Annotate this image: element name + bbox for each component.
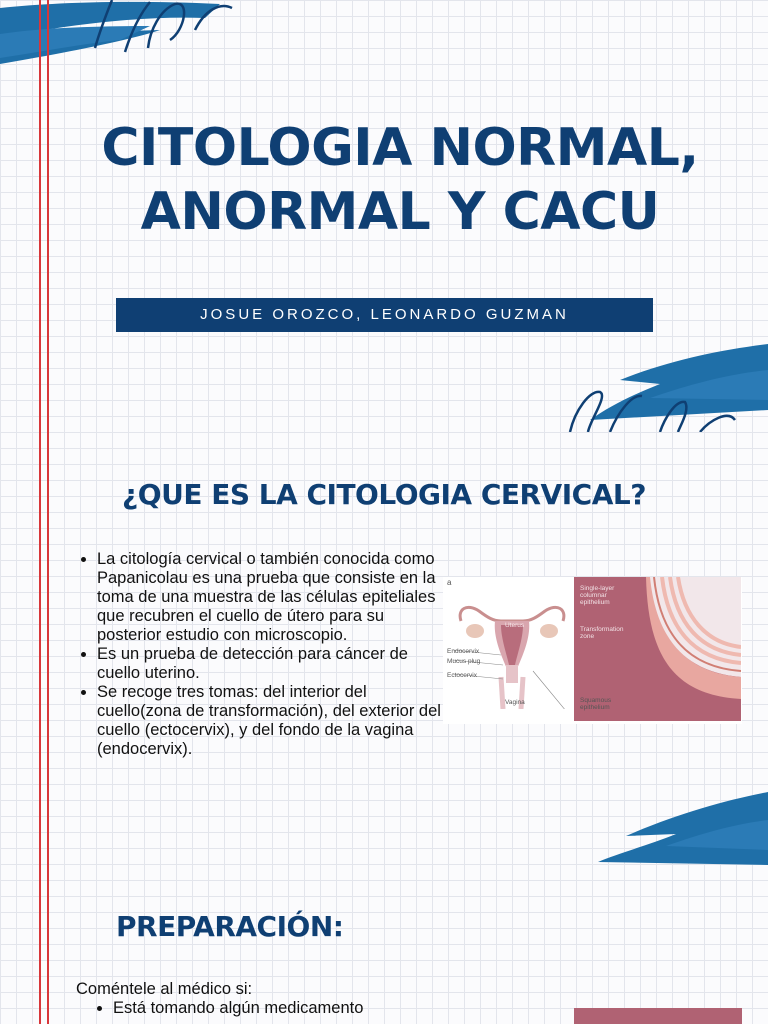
authors-banner: JOSUE OROZCO, LEONARDO GUZMAN — [116, 298, 653, 332]
figure-panel-letter: a — [447, 578, 452, 587]
vagina-label: Vagina — [505, 699, 525, 706]
epithelium-detail-panel — [574, 577, 741, 721]
definition-bullet-list — [76, 550, 447, 759]
definition-slide — [0, 440, 768, 865]
list-item: • Está tomando algún medicamento — [113, 999, 453, 1018]
brush-stroke-bottom-right — [596, 790, 768, 865]
notebook-margin-lines — [39, 0, 51, 1024]
preparation-lead: Coméntele al médico si: — [76, 980, 253, 998]
endocervix-label: Endocervix — [447, 648, 480, 655]
mucus-plug-label: Mucus plug — [447, 658, 481, 665]
title-slide — [0, 0, 768, 432]
cervix-anatomy-figure-2 — [574, 1008, 742, 1024]
preparation-heading: PREPARACIÓN: — [116, 910, 344, 943]
list-item: • La citología cervical o también conocida como Papanicolau es una prueba que consiste en la toma de una muestra de las células epiteliales que recubren el cuello de útero para su posterior estudio con microscopio. — [97, 550, 447, 645]
title-line-2: ANORMAL Y CACU — [140, 182, 660, 242]
brush-stroke-top-left — [0, 0, 240, 80]
cervix-anatomy-figure — [443, 577, 742, 724]
ectocervix-label: Ectocervix — [447, 672, 477, 679]
list-item: • Se recoge tres tomas: del interior del cuello(zona de transformación), del exterior del cuello (ectocervix), y del fondo de la vagina (endocervix). — [97, 683, 447, 759]
squamous-label: Squamous epithelium — [580, 697, 612, 711]
transformation-zone-label: Transformation zone — [580, 626, 624, 640]
presentation-title — [50, 116, 750, 244]
preparation-bullet-list — [92, 999, 453, 1018]
definition-heading: ¿QUE ES LA CITOLOGIA CERVICAL? — [122, 478, 646, 511]
list-item: • Es un prueba de detección para cáncer de cuello uterino. — [97, 645, 447, 683]
title-line-1: CITOLOGIA NORMAL, — [101, 118, 699, 178]
brush-stroke-right — [560, 340, 768, 432]
uterus-label: Uterus — [505, 622, 525, 629]
single-layer-label: Single-layer columnar epithelium — [580, 585, 615, 606]
preparation-slide — [0, 872, 768, 1024]
